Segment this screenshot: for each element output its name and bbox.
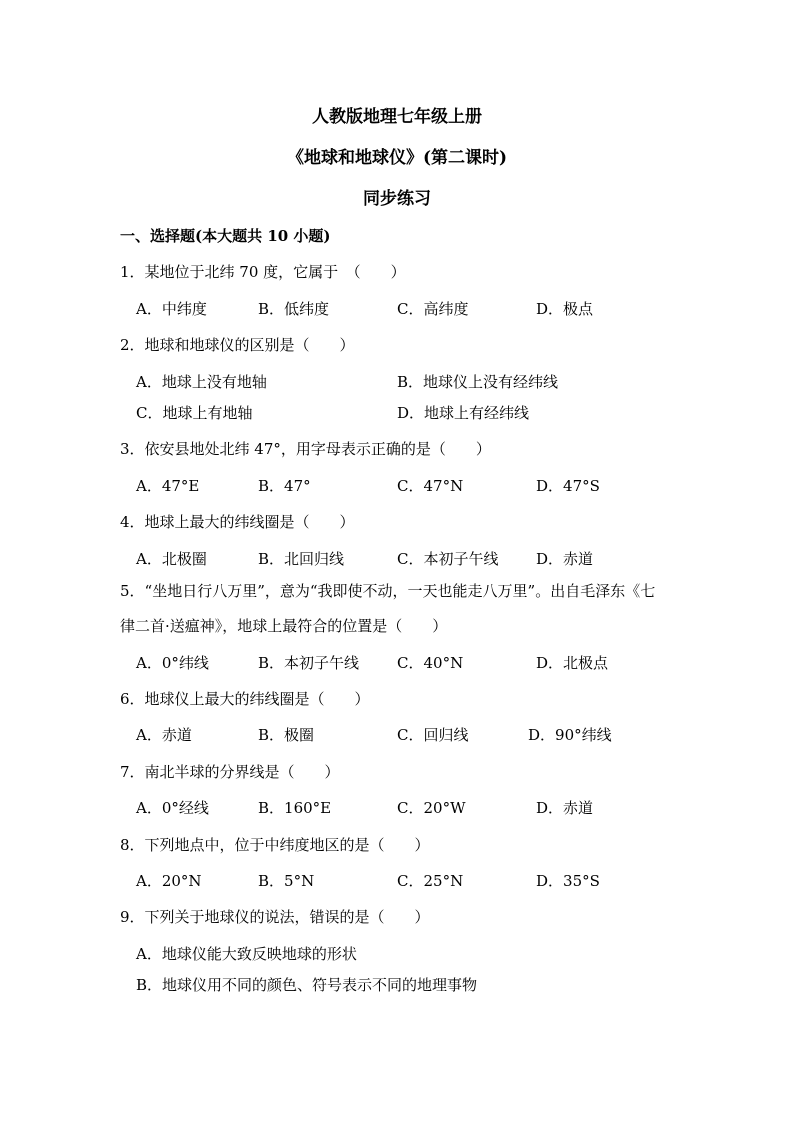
q7-option-b: B．160°E bbox=[258, 799, 332, 817]
question-3-stem: 3．依安县地处北纬 47°，用字母表示正确的是（ ） bbox=[120, 440, 491, 458]
question-5-stem-line2: 律二首·送瘟神》，地球上最符合的位置是（ ） bbox=[120, 617, 448, 635]
question-8-stem: 8．下列地点中，位于中纬度地区的是（ ） bbox=[120, 836, 430, 854]
q8-option-a: A．20°N bbox=[136, 872, 202, 890]
q3-option-d: D．47°S bbox=[536, 477, 600, 495]
q2-option-a: A．地球上没有地轴 bbox=[136, 373, 267, 391]
document-title: 人教版地理七年级上册 bbox=[312, 107, 482, 127]
q2-option-c: C．地球上有地轴 bbox=[136, 404, 253, 422]
q7-option-a: A．0°经线 bbox=[136, 799, 209, 817]
question-6-stem: 6．地球仪上最大的纬线圈是（ ） bbox=[120, 690, 370, 708]
q6-option-a: A．赤道 bbox=[136, 726, 192, 744]
q1-option-c: C．高纬度 bbox=[397, 300, 469, 318]
q2-option-b: B．地球仪上没有经纬线 bbox=[397, 373, 559, 391]
section-heading: 一、选择题(本大题共 10 小题) bbox=[120, 227, 331, 245]
q4-option-a: A．北极圈 bbox=[136, 550, 207, 568]
lesson-title: 《地球和地球仪》(第二课时) bbox=[286, 148, 508, 168]
question-9-stem: 9．下列关于地球仪的说法，错误的是（ ） bbox=[120, 908, 430, 926]
q8-option-d: D．35°S bbox=[536, 872, 600, 890]
q3-option-b: B．47° bbox=[258, 477, 311, 495]
question-7-stem: 7．南北半球的分界线是（ ） bbox=[120, 763, 340, 781]
q2-option-d: D．地球上有经纬线 bbox=[397, 404, 530, 422]
q5-option-b: B．本初子午线 bbox=[258, 654, 360, 672]
q4-option-b: B．北回归线 bbox=[258, 550, 345, 568]
q1-option-a: A．中纬度 bbox=[136, 300, 207, 318]
exercise-title: 同步练习 bbox=[363, 189, 431, 209]
question-2-stem: 2．地球和地球仪的区别是（ ） bbox=[120, 336, 355, 354]
q6-option-d: D．90°纬线 bbox=[528, 726, 612, 744]
q8-option-b: B．5°N bbox=[258, 872, 315, 890]
q1-option-d: D．极点 bbox=[536, 300, 594, 318]
q4-option-c: C．本初子午线 bbox=[397, 550, 499, 568]
q5-option-d: D．北极点 bbox=[536, 654, 609, 672]
q6-option-b: B．极圈 bbox=[258, 726, 315, 744]
q9-option-a: A．地球仪能大致反映地球的形状 bbox=[136, 945, 357, 963]
q9-option-b: B．地球仪用不同的颜色、符号表示不同的地理事物 bbox=[136, 976, 478, 994]
q1-option-b: B．低纬度 bbox=[258, 300, 330, 318]
question-5-stem-line1: 5．“坐地日行八万里”，意为“我即使不动，一天也能走八万里”。出自毛泽东《七 bbox=[120, 582, 656, 600]
q5-option-a: A．0°纬线 bbox=[136, 654, 209, 672]
q8-option-c: C．25°N bbox=[397, 872, 464, 890]
q3-option-a: A．47°E bbox=[136, 477, 200, 495]
q5-option-c: C．40°N bbox=[397, 654, 464, 672]
question-1-stem: 1．某地位于北纬 70 度，它属于 （ ） bbox=[120, 263, 406, 281]
q6-option-c: C．回归线 bbox=[397, 726, 469, 744]
question-4-stem: 4．地球上最大的纬线圈是（ ） bbox=[120, 513, 355, 531]
q7-option-d: D．赤道 bbox=[536, 799, 594, 817]
q3-option-c: C．47°N bbox=[397, 477, 464, 495]
q4-option-d: D．赤道 bbox=[536, 550, 594, 568]
q7-option-c: C．20°W bbox=[397, 799, 466, 817]
